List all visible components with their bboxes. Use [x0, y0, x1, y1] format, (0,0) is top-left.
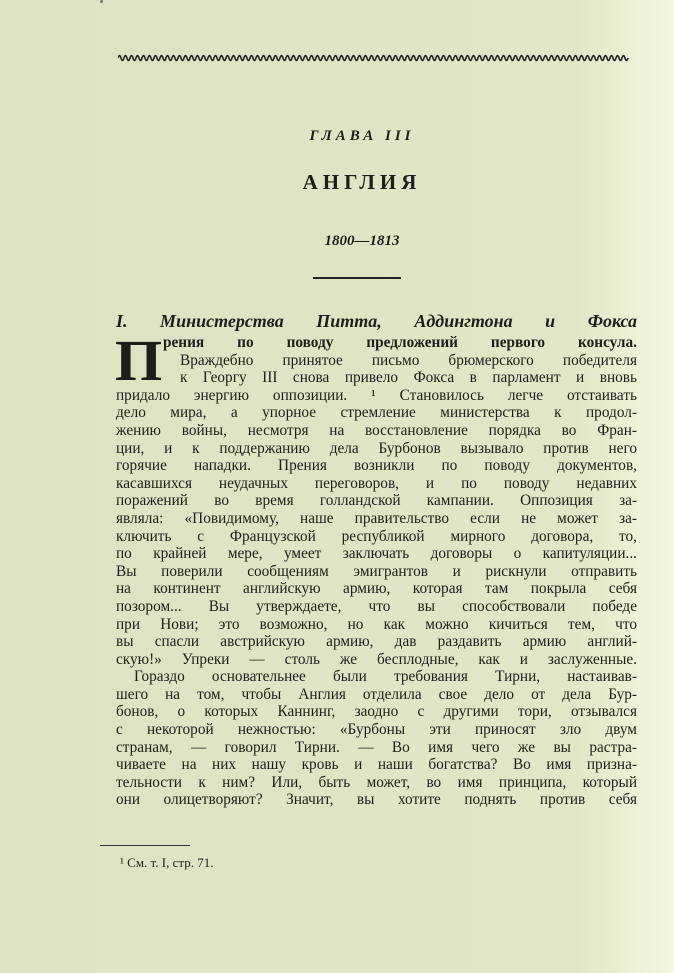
text-line: Вы поверили сообщениям эмигрантов и рискнули отправить	[116, 562, 637, 580]
text-line: придало энергию оппозиции. ¹ Становилось легче отстаивать	[116, 386, 637, 404]
text-line: касавшихся неудачных переговоров, и по поводу недавних	[116, 474, 637, 492]
chapter-title: АНГЛИЯ	[302, 170, 422, 194]
text-line: позором... Вы утверждаете, что вы способствовали победе	[116, 597, 637, 615]
drop-cap: П	[114, 328, 163, 393]
text-line: горячие нападки. Прения возникли по поводу документов,	[116, 457, 637, 475]
text-line: дело мира, а упорное стремление министерства к продол-	[116, 404, 637, 422]
text-line: ции, и к поддержанию дела Бурбонов вызывало против него	[116, 439, 637, 457]
text-line: ключить с Французской республикой мирного договора, то,	[116, 527, 637, 545]
text-line: жению войны, несмотря на восстановление порядка во Фран-	[116, 421, 637, 439]
text-line: при Нови; это возможно, но как можно кичиться тем, что	[116, 615, 637, 633]
text-line: по крайней мере, умеет заключать договоры о капитуляции...	[116, 545, 637, 563]
text-line: скую!» Упреки — столь же бесплодные, как и заслуженные.	[116, 650, 637, 668]
text-line: тельности к ним? Или, быть может, во имя принципа, который	[116, 773, 637, 791]
text-line: Гораздо основательнее были требования Тирни, настаивав-	[134, 668, 637, 686]
text-line: чиваете на них нашу кровь и наши богатства? Во имя призна-	[116, 756, 637, 774]
text-line: с некоторой нежностью: «Бурбоны эти приносят зло двум	[116, 721, 637, 739]
text-line: поражений во время голландской кампании. Оппозиция за-	[116, 492, 637, 510]
text-line: шего на том, чтобы Англия отделила свое дело от дела Бур-	[116, 685, 637, 703]
wavy-ornament-rule	[118, 52, 630, 64]
chapter-label: ГЛАВА III	[309, 128, 415, 144]
text-line: бонов, о которых Каннинг, заодно с другими тори, отзывался	[116, 703, 637, 721]
text-line: на континент английскую армию, которая там покрыла себя	[116, 580, 637, 598]
text-line: странам, — говорил Тирни. — Во имя чего же вы растра-	[116, 738, 637, 756]
scan-speck	[100, 0, 103, 3]
text-line: вы спасли австрийскую армию, дав раздавить армию англий-	[116, 633, 637, 651]
text-line: рения по поводу предложений первого консула.	[163, 334, 637, 351]
footnote-divider	[100, 845, 190, 846]
body-text	[114, 328, 637, 809]
text-line: Враждебно принятое письмо брюмерского победителя	[180, 351, 637, 369]
text-line: они олицетворяют? Значит, вы хотите поднять против себя	[116, 791, 637, 809]
footnote: ¹ См. т. I, стр. 71.	[120, 855, 214, 870]
title-divider	[313, 277, 401, 279]
section-heading: I. Министерства Питта, Аддингтона и Фокса	[116, 311, 637, 331]
text-line: являла: «Повидимому, наше правительство если не может за-	[116, 509, 637, 527]
chapter-years: 1800—1813	[324, 233, 400, 249]
text-line: к Георгу III снова привело Фокса в парламент и вновь	[180, 369, 637, 387]
